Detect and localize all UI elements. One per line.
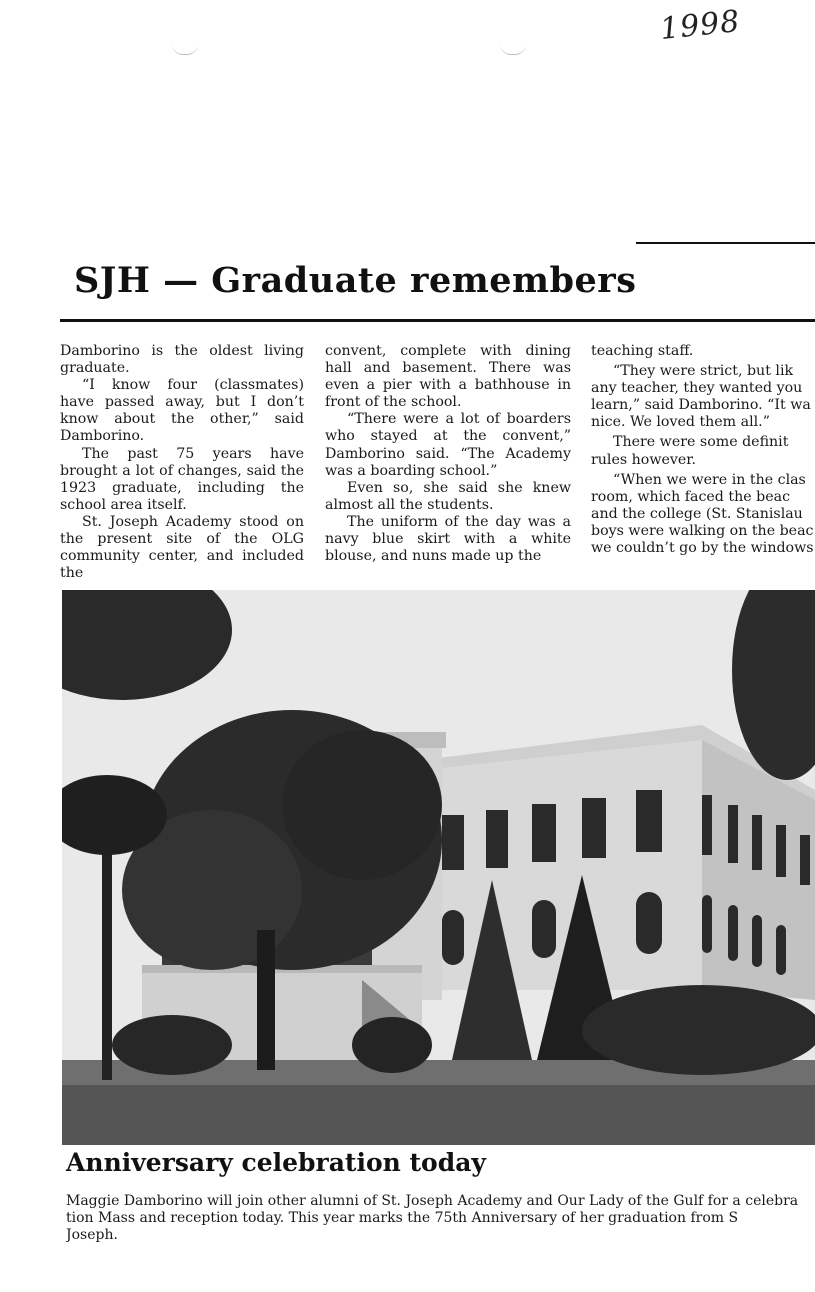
column-line: we couldn’t go by the windows	[591, 540, 814, 557]
paragraph: Damborino is the oldest living graduate.	[60, 343, 304, 377]
column-line: any teacher, they wanted you	[591, 380, 803, 397]
caption-line: Joseph.	[66, 1227, 118, 1243]
column-line: teaching staff.	[591, 343, 694, 359]
article-column-1	[60, 343, 304, 582]
paragraph: St. Joseph Academy stood on the present site of the OLG community center, and included the	[60, 513, 304, 582]
punch-hole-right	[500, 44, 526, 55]
article-headline: SJH — Graduate remembers	[74, 260, 637, 301]
academy-photo	[62, 590, 815, 1145]
paragraph: convent, complete with dining hall and basement. There was even a pier with a bathhouse in front of the school.	[325, 343, 571, 411]
photo-caption-title: Anniversary celebration today	[66, 1148, 486, 1177]
column-line: “When we were in the clas	[613, 471, 806, 488]
column-line: boys were walking on the beac	[591, 522, 814, 539]
column-line: nice. We loved them all.”	[591, 414, 770, 431]
article-column-2	[325, 343, 571, 565]
column-line: and the college (St. Stanislau	[591, 505, 803, 522]
column-line: learn,” said Damborino. “It wa	[591, 397, 811, 414]
paragraph: “There were a lot of boarders who stayed at the convent,” Damborino said. “The Academy was a boarding school.”	[325, 411, 571, 479]
top-rule	[636, 242, 815, 244]
headline-rule	[60, 319, 815, 322]
paragraph: “I know four (classmates) have passed away, but I don’t know about the other,” said Damborino.	[60, 377, 304, 445]
article-column-3	[591, 343, 815, 557]
caption-line: tion Mass and reception today. This year marks the 75th Anniversary of her graduation from S	[66, 1210, 739, 1226]
paragraph: Even so, she said she knew almost all the students.	[325, 479, 571, 513]
column-line: “They were strict, but lik	[613, 363, 794, 380]
column-line: room, which faced the beac	[591, 488, 791, 505]
paragraph: The past 75 years have brought a lot of changes, said the 1923 graduate, including the school area itself.	[60, 445, 304, 513]
punch-hole-left	[172, 44, 198, 55]
photo-caption	[66, 1193, 815, 1244]
column-line: rules however.	[591, 451, 697, 468]
paragraph: The uniform of the day was a navy blue skirt with a white blouse, and nuns made up the	[325, 513, 571, 565]
handwritten-year: 1998	[658, 3, 742, 48]
column-line: There were some definit	[613, 434, 789, 451]
caption-line: Maggie Damborino will join other alumni of St. Joseph Academy and Our Lady of the Gulf for a celebra	[66, 1193, 799, 1209]
